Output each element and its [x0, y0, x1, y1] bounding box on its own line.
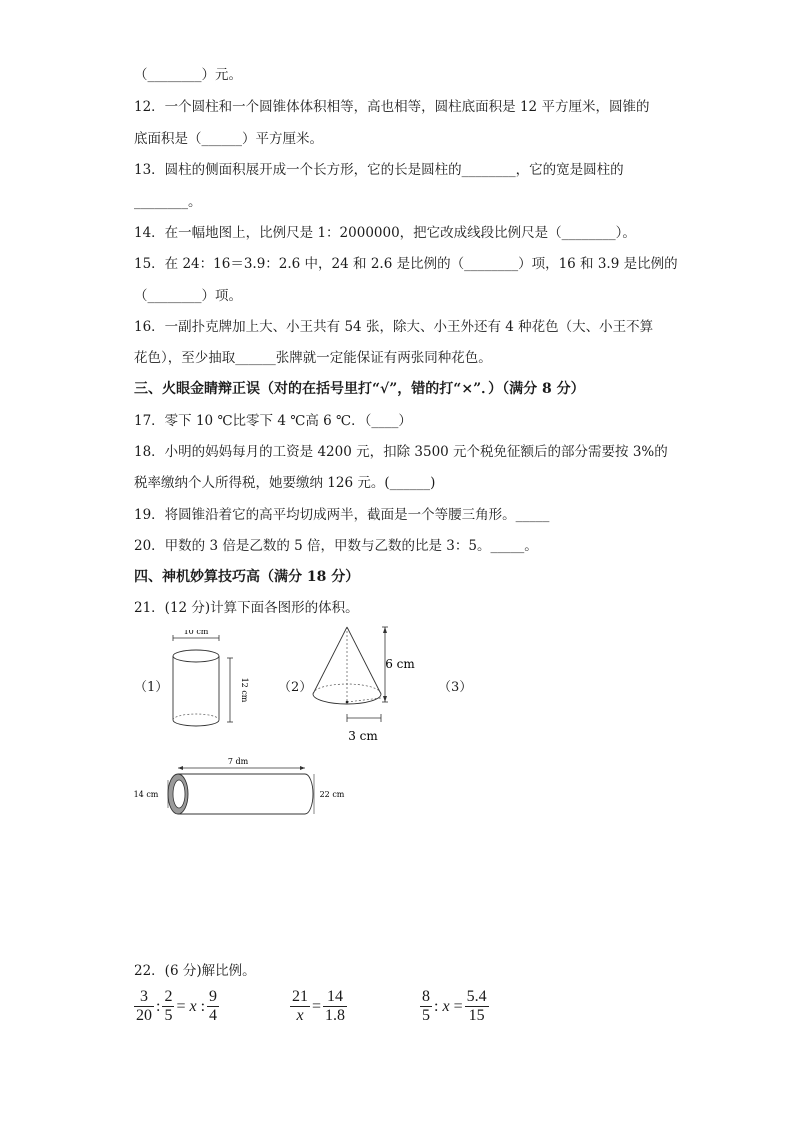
question-18-line-1: 18．小明的妈妈每月的工资是 4200 元，扣除 3500 元个税免征额后的部分需要按 3%的 — [134, 444, 668, 460]
figure-3-label: （3） — [438, 680, 473, 695]
cylinder-height-label: 12 cm — [240, 677, 249, 703]
question-18-line-2: 税率缴纳个人所得税，她要缴纳 126 元。(______) — [134, 475, 436, 491]
text-line-1: （________）元。 — [134, 67, 242, 83]
section-4-heading: 四、神机妙算技巧高（满分 18 分） — [134, 569, 360, 585]
question-12-line-1: 12．一个圆柱和一个圆锥体体积相等，高也相等，圆柱底面积是 12 平方厘米，圆锥的 — [134, 99, 650, 115]
pipe-figure — [130, 752, 350, 822]
equation-1: $\frac{3}{20}$ : $\frac{2}{5}$ = x : $\frac{9}{4}$ — [136, 988, 218, 1024]
question-22: 22．(6 分)解比例。 — [134, 963, 256, 979]
fraction-3-20: $\frac{3}{20}$ — [136, 988, 152, 1024]
question-16-line-1: 16．一副扑克牌加上大、小王共有 54 张，除大、小王外还有 4 种花色（大、小王不算 — [134, 319, 654, 335]
equation-3: $\frac{8}{5}$ : x = $\frac{5.4}{15}$ — [422, 988, 487, 1024]
equation-2: $\frac{21}{x}$ = $\frac{14}{1.8}$ — [292, 988, 346, 1024]
fraction-14-1.8: $\frac{14}{1.8}$ — [325, 988, 346, 1024]
question-16-line-2: 花色），至少抽取______张牌就一定能保证有两张同种花色。 — [134, 350, 492, 366]
section-3-heading: 三、火眼金睛辩正误（对的在括号里打“√”，错的打“×”．）（满分 8 分） — [134, 381, 585, 397]
question-21: 21．(12 分)计算下面各图形的体积。 — [134, 600, 359, 616]
figure-1-label: （1） — [134, 680, 169, 695]
question-14: 14．在一幅地图上，比例尺是 1：2000000，把它改成线段比例尺是（________）。 — [134, 225, 636, 241]
fraction-2-5: $\frac{2}{5}$ — [164, 988, 173, 1024]
cylinder-diameter-label: 10 cm — [183, 630, 209, 636]
question-20: 20．甲数的 3 倍是乙数的 5 倍，甲数与乙数的比是 3：5。_____。 — [134, 538, 538, 554]
question-17: 17．零下 10 ℃比零下 4 ℃高 6 ℃．（____） — [134, 413, 412, 429]
fraction-5.4-15: $\frac{5.4}{15}$ — [466, 988, 487, 1024]
pipe-length-label: 7 dm — [227, 757, 249, 766]
question-19: 19．将圆锥沿着它的高平均切成两半，截面是一个等腰三角形。_____ — [134, 507, 550, 523]
pipe-outer-label: 22 cm — [319, 790, 345, 799]
question-13-line-2: ________。 — [134, 194, 202, 210]
question-15-line-1: 15．在 24：16＝3.9：2.6 中，24 和 2.6 是比例的（________）项，16 和 3.9 是比例的 — [134, 256, 678, 272]
pipe-inner-label: 14 cm — [133, 790, 159, 799]
figure-2-label: （2） — [278, 680, 313, 695]
question-12-line-2: 底面积是（______）平方厘米。 — [134, 131, 323, 147]
cone-height-label: 6 cm — [385, 657, 415, 671]
cone-radius-label: 3 cm — [348, 729, 378, 743]
cylinder-figure — [160, 630, 250, 740]
fraction-8-5: $\frac{8}{5}$ — [422, 988, 430, 1024]
question-15-line-2: （________）项。 — [134, 288, 242, 304]
fraction-21-x: $\frac{21}{x}$ — [292, 988, 308, 1024]
cone-figure — [305, 622, 415, 747]
question-13-line-1: 13．圆柱的侧面积展开成一个长方形，它的长是圆柱的________，它的宽是圆柱的 — [134, 162, 624, 178]
fraction-9-4: $\frac{9}{4}$ — [209, 988, 218, 1024]
